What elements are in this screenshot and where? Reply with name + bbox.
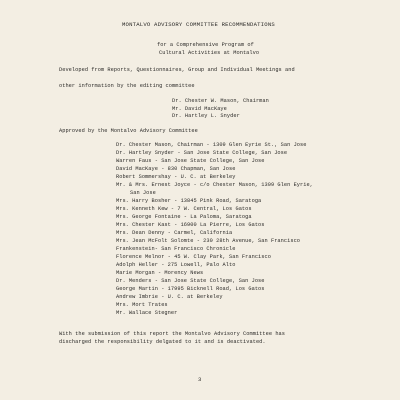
committee-member: David MacKaye - 830 Chapman, San Jose [116,166,236,172]
committee-member-continued: San Jose [130,190,156,196]
subtitle-line-2: Cultural Activities at Montalvo [159,50,260,56]
committee-member: Mr. Wallace Stegner [116,310,178,316]
committee-member: Mr. & Mrs. Ernest Joyce - c/o Chester Mason, 1309 Glen Eyrie, [116,182,313,188]
developed-line-2: other information by the editing committee [59,83,195,89]
committee-member: Mrs. George Fontaine - La Paloma, Saratoga [116,214,252,220]
committee-member: Mrs. Dean Denny - Carmel, California [116,230,233,236]
committee-member: George Martin - 17995 Bicknell Road, Los Gatos [116,286,265,292]
editing-committee-member: Dr. Hartley L. Snyder [172,113,240,119]
committee-member: Mrs. Mort Trates [116,302,168,308]
committee-member: Mrs. Harry Bosher - 13845 Pink Road, Saratoga [116,198,262,204]
developed-line-1: Developed from Reports, Questionnaires, Group and Individual Meetings and [59,67,295,73]
committee-member: Warren Faus - San Jose State College, San Jose [116,158,265,164]
closing-line-1: With the submission of this report the Montalvo Advisory Committee has [59,331,286,337]
committee-member: Florence Melnor - 45 W. Clay Park, San Francisco [116,254,271,260]
page-number: 3 [198,376,202,383]
committee-member: Adolph Heller - 275 Lowell, Palo Alto [116,262,236,268]
editing-committee-chair: Dr. Chester W. Mason, Chairman [172,98,269,104]
committee-member: Frankenstein- San Francisco Chronicle [116,246,236,252]
committee-member: Dr. Hartley Snyder - San Jose State College, San Jose [116,150,288,156]
committee-member: Dr. Menders - San Jose State College, San Jose [116,278,265,284]
committee-member: Mrs. Chester Kast - 16900 La Pierre, Los Gatos [116,222,265,228]
committee-member: Andrew Imbrie - U. C. at Berkeley [116,294,223,300]
committee-member: Mrs. Kenneth Kew - 7 W. Central, Los Gatos [116,206,252,212]
editing-committee-member: Mr. David MacKaye [172,106,227,112]
document-title: MONTALVO ADVISORY COMMITTEE RECOMMENDATIONS [122,21,275,28]
committee-member: Marie Morgan - Morency News [116,270,204,276]
subtitle-line-1: for a Comprehensive Program of [157,42,254,48]
approved-by-heading: Approved by the Montalvo Advisory Committee [59,128,198,134]
committee-member: Mrs. Jean McFolt Solomte - 230 28th Avenue, San Francisco [116,238,301,244]
committee-member: Dr. Chester Mason, Chairman - 1309 Glen Eyrie St., San Jose [116,142,307,148]
committee-member: Robert Sommershay - U. C. at Berkeley [116,174,236,180]
closing-line-2: discharged the responsibility delgated to it and is deactivated. [59,339,266,345]
